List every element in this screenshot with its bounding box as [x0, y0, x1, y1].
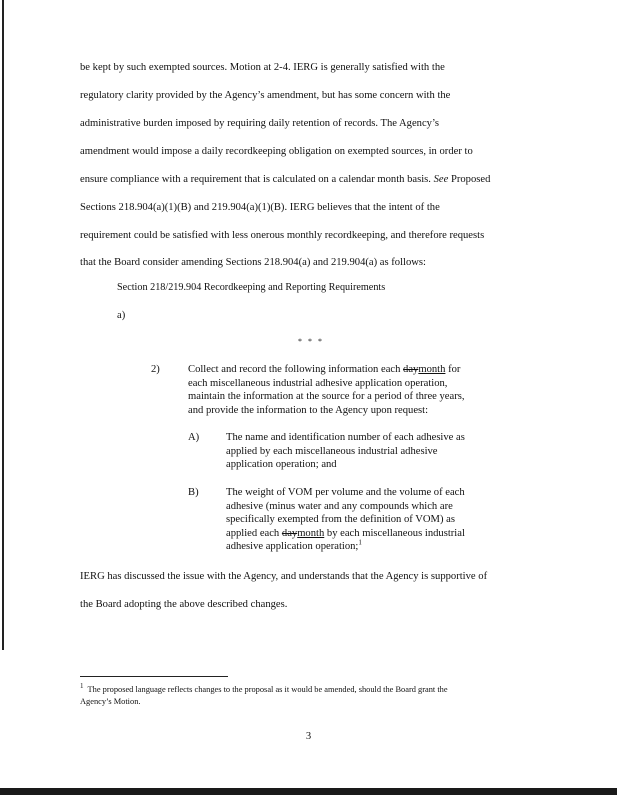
item-2-line-1-post: for: [445, 364, 461, 375]
body-line-2: regulatory clarity provided by the Agency’s amendment, but has some concern with the: [80, 90, 451, 101]
body-line-6: Sections 218.904(a)(1)(B) and 219.904(a)(1)(B). IERG believes that the intent of the: [80, 202, 440, 213]
footnote: [80, 684, 448, 708]
footnote-separator: [80, 676, 228, 677]
closing-line-2: the Board adopting the above described changes.: [80, 599, 288, 610]
item-a-line-2: applied by each miscellaneous industrial adhesive: [226, 445, 438, 457]
struck-day: day: [403, 364, 419, 375]
item-b-line-4-post: by each miscellaneous industrial: [324, 527, 465, 539]
item-b-line-4-pre: applied each: [226, 527, 282, 539]
struck-day-b: day: [281, 527, 298, 539]
item-b-text: [226, 486, 465, 554]
page-number: 3: [305, 731, 312, 742]
item-b-line-4: [226, 527, 465, 541]
inserted-month: month: [418, 364, 446, 375]
item-a-text: [226, 431, 465, 472]
inserted-month-b: month: [297, 527, 325, 539]
item-b-label: B): [188, 487, 199, 498]
body-line-8: that the Board consider amending Sections 218.904(a) and 219.904(a) as follows:: [80, 257, 426, 268]
footnote-line-2: Agency’s Motion.: [80, 697, 141, 706]
item-b-line-1: The weight of VOM per volume and the volume of each: [226, 487, 465, 498]
closing-line-1: IERG has discussed the issue with the Agency, and understands that the Agency is supportive of: [80, 571, 488, 582]
item-a-line-1: The name and identification number of each adhesive as: [226, 432, 465, 443]
body-line-1: be kept by such exempted sources. Motion at 2-4. IERG is generally satisfied with the: [80, 62, 445, 73]
item-a-label: A): [188, 432, 200, 443]
item-2-number: 2): [151, 364, 160, 375]
item-2-line-4: and provide the information to the Agency upon request:: [188, 404, 429, 416]
see-after-text: Proposed: [448, 174, 491, 185]
footnote-text-1: The proposed language reflects changes to the proposal as it would be amended, should the Board grant the: [87, 685, 448, 694]
scan-left-edge: [2, 0, 4, 650]
section-heading: Section 218/219.904 Recordkeeping and Reporting Requirements: [117, 282, 386, 293]
body-line-5: [80, 173, 490, 186]
item-2-line-2: each miscellaneous industrial adhesive application operation,: [188, 377, 448, 389]
item-b-line-2: adhesive (minus water and any compounds which are: [226, 500, 453, 512]
item-b-line-5-text: adhesive application operation;: [226, 541, 359, 553]
item-2-line-1: [188, 363, 465, 377]
item-2-line-1-pre: Collect and record the following information each: [188, 364, 404, 375]
omission-marker: * * *: [298, 337, 324, 346]
item-2-line-3: maintain the information at the source for a period of three years,: [188, 391, 465, 403]
scan-bottom-edge: [0, 788, 617, 795]
item-a-line-3: application operation; and: [226, 459, 337, 471]
footnote-line-1: [80, 684, 448, 696]
subsection-label: a): [117, 310, 126, 321]
body-line-7: requirement could be satisfied with less onerous monthly recordkeeping, and therefore requests: [80, 230, 485, 241]
body-line-4: amendment would impose a daily recordkeeping obligation on exempted sources, in order to: [80, 146, 473, 157]
footnote-marker: 1: [80, 682, 84, 691]
body-line-5-text: ensure compliance with a requirement that is calculated on a calendar month basis.: [80, 174, 431, 185]
item-2-text: [188, 363, 465, 417]
body-line-3: administrative burden imposed by requiring daily retention of records. The Agency’s: [80, 118, 440, 129]
item-b-line-3: specifically exempted from the definition of VOM) as: [226, 514, 455, 526]
footnote-reference[interactable]: 1: [358, 538, 362, 547]
item-b-line-5: [226, 540, 465, 554]
see-citation: See: [433, 174, 449, 185]
